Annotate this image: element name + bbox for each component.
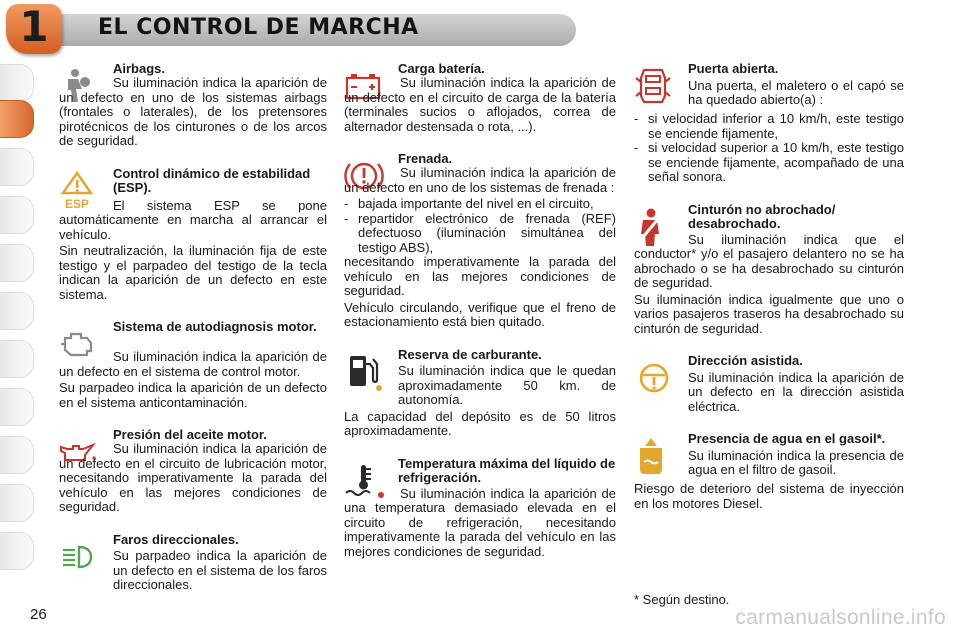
section-title: Puerta abierta. [688, 61, 779, 76]
section-title: Presión del aceite motor. [113, 427, 267, 442]
section-text-2: La capacidad del depósito es de 50 litros aproximadamente. [344, 408, 616, 438]
side-tab[interactable] [0, 196, 34, 234]
section-door-open [634, 62, 904, 185]
section-text: Su iluminación indica que le quedan aproximadamente 50 km. de autonomía. [398, 363, 616, 407]
list-item: - bajada importante del nivel en el circuito, [344, 197, 616, 212]
svg-text:ESP: ESP [64, 196, 90, 211]
side-tab[interactable] [0, 436, 34, 474]
side-tab[interactable] [0, 148, 34, 186]
section-fuel [344, 348, 616, 439]
section-title: Dirección asistida. [688, 353, 803, 368]
headlight-icon [59, 533, 113, 581]
section-text: Su iluminación indica la aparición de un defecto en uno de los sistemas de frenada : [344, 165, 616, 195]
section-text-3: Vehículo circulando, verifique que el freno de estacionamiento está bien quitado. [344, 299, 616, 329]
watermark: carmanualsonline.info [735, 606, 946, 629]
section-seatbelt [634, 203, 904, 337]
page-title: EL CONTROL DE MARCHA [98, 15, 419, 40]
section-autodiagnosis [59, 320, 327, 410]
section-text: Su iluminación indica la aparición de un defecto en el circuito de carga de la batería (terminales sucios o aflojados, correa de alternador destensada o rota, ...). [344, 75, 616, 134]
side-tab[interactable] [0, 388, 34, 426]
section-text: Su iluminación indica la presencia de agua en el filtro de gasoil. [688, 447, 904, 477]
section-text: Su iluminación indica la aparición de una temperatura demasiado elevada en el circuito de refrigeración, necesitando imperativamente la parada del vehículo en las mejores condiciones de seguridad. [344, 485, 616, 559]
section-title: Carga batería. [398, 61, 485, 76]
section-title: Cinturón no abrochado/ desabrochado. [688, 201, 836, 231]
footnote: * Según destino. [634, 592, 730, 607]
section-text: Su iluminación indica la aparición de un defecto en el sistema de control motor. [59, 349, 327, 379]
section-text: Una puerta, el maletero o el capó se ha quedado abierto(a) : [688, 77, 904, 107]
section-battery [344, 62, 616, 134]
fuel-pump-icon [344, 348, 398, 396]
section-text: Su iluminación indica la aparición de un defecto en uno de los sistemas airbags (frontales o laterales), de los pretensores pirotécnicos de los cinturones o de los arcos de seguridad. [59, 75, 327, 148]
section-text-2: Riesgo de deterioro del sistema de inyección en los motores Diesel. [634, 481, 904, 511]
water-in-diesel-icon [634, 432, 688, 480]
section-text: Su iluminación indica la aparición de un defecto en la dirección asistida eléctrica. [688, 369, 904, 414]
section-text-2: necesitando imperativamente la parada del vehículo en las mejores condiciones de seguridad. [344, 254, 616, 298]
section-text: Su iluminación indica la aparición de un defecto en el circuito de lubricación motor, necesitando imperativamente la parada del vehículo en las mejores condiciones de seguridad. [59, 441, 327, 514]
side-tab[interactable] [0, 484, 34, 522]
section-text-2: Sin neutralización, la iluminación fija de este testigo y el parpadeo del testigo de la tecla indican la aparición de un defecto en este sistema. [59, 243, 327, 302]
page-header [0, 0, 960, 58]
section-title: Sistema de autodiagnosis motor. [113, 319, 317, 334]
section-airbags [59, 62, 327, 149]
side-tab[interactable] [0, 532, 34, 570]
brakes-list [344, 197, 616, 255]
column-middle [344, 62, 616, 577]
section-esp [59, 167, 327, 303]
section-title: Presencia de agua en el gasoil*. [688, 431, 886, 446]
side-tab[interactable] [0, 64, 34, 102]
section-coolant [344, 457, 616, 560]
section-text: El sistema ESP se pone automáticamente en marcha al arrancar el vehículo. [59, 197, 327, 242]
steering-warning-icon [634, 354, 688, 402]
side-tab[interactable] [0, 292, 34, 330]
esp-icon [59, 167, 113, 215]
coolant-temperature-icon [344, 457, 398, 505]
section-water-in-diesel [634, 432, 904, 511]
column-left [59, 62, 327, 611]
door-open-icon [634, 62, 688, 110]
section-text-2: Su iluminación indica igualmente que uno o varios pasajeros traseros ha desabrochado su cinturón de seguridad. [634, 291, 904, 336]
section-text-2: Su parpadeo indica la aparición de un defecto en el sistema anticontaminación. [59, 380, 327, 410]
chapter-number: 1 [19, 2, 49, 51]
section-title: Control dinámico de estabilidad (ESP). [113, 165, 311, 195]
section-title: Temperatura máxima del líquido de refrigeración. [398, 455, 616, 485]
section-brakes [344, 152, 616, 330]
engine-icon [59, 320, 113, 368]
section-title: Faros direccionales. [113, 531, 239, 547]
seatbelt-icon [634, 203, 688, 251]
side-tab-active[interactable] [0, 100, 34, 138]
section-text: Su iluminación indica que el conductor* y/o el pasajero delantero no se ha abrochado o se ha desabrochado su cinturón de seguridad. [634, 231, 904, 290]
side-tab[interactable] [0, 340, 34, 378]
section-oil-pressure [59, 428, 327, 515]
section-title: Reserva de carburante. [398, 346, 542, 362]
side-tab[interactable] [0, 244, 34, 282]
column-right [634, 62, 904, 529]
section-headlights [59, 533, 327, 593]
section-text: Su parpadeo indica la aparición de un defecto en el sistema de los faros direccionales. [113, 548, 327, 592]
door-list [634, 112, 904, 185]
list-item: - repartidor electrónico de frenada (REF) defectuoso (iluminación simultánea del testigo ABS), [344, 212, 616, 256]
section-title: Frenada. [398, 151, 453, 166]
list-item: - si velocidad superior a 10 km/h, este testigo se enciende fijamente, acompañado de una señal sonora. [634, 141, 904, 185]
list-item: - si velocidad inferior a 10 km/h, este testigo se enciende fijamente, [634, 112, 904, 141]
page-number: 26 [30, 606, 47, 623]
section-title: Airbags. [113, 61, 166, 76]
section-steering [634, 354, 904, 414]
